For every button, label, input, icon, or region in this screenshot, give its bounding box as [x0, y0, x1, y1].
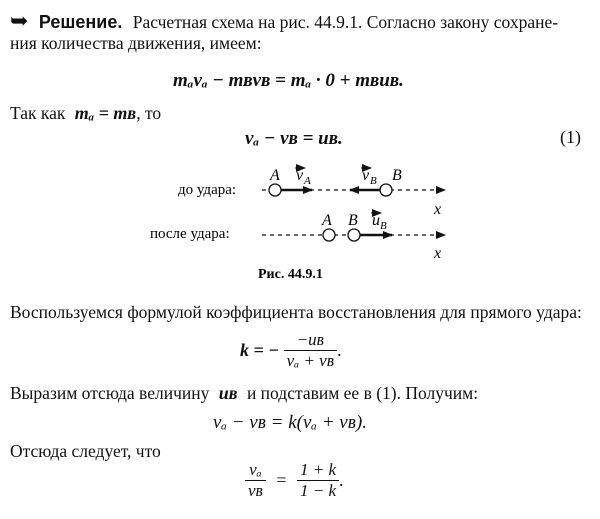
ball-b-after [348, 229, 360, 241]
solution-title: Решение. [38, 12, 123, 32]
ratio-left-denominator: vʙ [248, 481, 263, 500]
collision-diagram [0, 160, 600, 282]
vector-vb-subscript: B [370, 175, 377, 187]
equation-1: vₐ − vʙ = uʙ. [245, 128, 343, 149]
ratio-left-fraction [245, 460, 266, 501]
ratio-right-numerator: 1 + k [297, 460, 339, 481]
ball-a-after [323, 229, 335, 241]
vector-ub-subscript: B [380, 220, 387, 232]
since-suffix: , то [136, 103, 162, 123]
point-a-label-after: A [322, 212, 332, 229]
ball-a-before [269, 184, 281, 196]
point-a-label-before: A [270, 167, 280, 184]
ball-b-before [380, 184, 392, 196]
momentum-equation: mₐvₐ − mʙvʙ = mₐ · 0 + mʙuʙ. [173, 70, 404, 91]
ratio-left-numerator: vₐ [245, 460, 266, 481]
express-suffix: и подставим ее в (1). Получим: [246, 383, 479, 403]
restitution-fraction [284, 330, 337, 371]
since-line [10, 103, 161, 124]
restitution-lhs: k = − [240, 340, 280, 360]
intro-line-1: Расчетная схема на рис. 44.9.1. Согласно закону сохране- [132, 12, 559, 32]
point-b-label-after: B [348, 212, 358, 229]
express-prefix: Выразим отсюда величину [10, 383, 210, 403]
restitution-numerator: −uʙ [284, 330, 337, 351]
label-before: до удара: [178, 182, 237, 198]
vector-va-symbol: v [296, 167, 304, 184]
axis-x-label-before: x [434, 201, 442, 218]
ratio-tail: . [339, 470, 344, 490]
label-after: после удара: [150, 226, 230, 242]
vector-va-subscript: A [304, 175, 311, 187]
since-condition: mₐ = mʙ [74, 103, 137, 123]
restitution-formula [240, 330, 342, 371]
ratio-equals: = [276, 470, 287, 490]
restitution-denominator: vₐ + vʙ [286, 351, 335, 370]
vector-vb-symbol: v [362, 167, 370, 184]
vector-ub-symbol: u [372, 212, 380, 229]
point-b-label-before: B [392, 167, 402, 184]
solution-header [10, 8, 558, 34]
restitution-text: Воспользуемся формулой коэффициента восстановления для прямого удара: [10, 302, 582, 322]
solution-arrow-icon: ➥ [10, 8, 29, 33]
express-line [10, 383, 478, 404]
express-var: uʙ [218, 383, 238, 403]
follows-text: Отсюда следует, что [10, 441, 161, 461]
axis-x-label-after: x [434, 245, 442, 262]
ratio-formula [245, 460, 344, 501]
ratio-right-denominator: 1 − k [300, 481, 337, 500]
equation-k2: vₐ − vʙ = k(vₐ + vʙ). [213, 412, 367, 433]
ratio-right-fraction [297, 460, 339, 501]
intro-line-2: ния количества движения, имеем: [10, 33, 262, 53]
figure-caption: Рис. 44.9.1 [258, 267, 323, 282]
restitution-tail: . [337, 340, 342, 360]
since-prefix: Так как [10, 103, 66, 123]
equation-1-number: (1) [560, 127, 581, 147]
